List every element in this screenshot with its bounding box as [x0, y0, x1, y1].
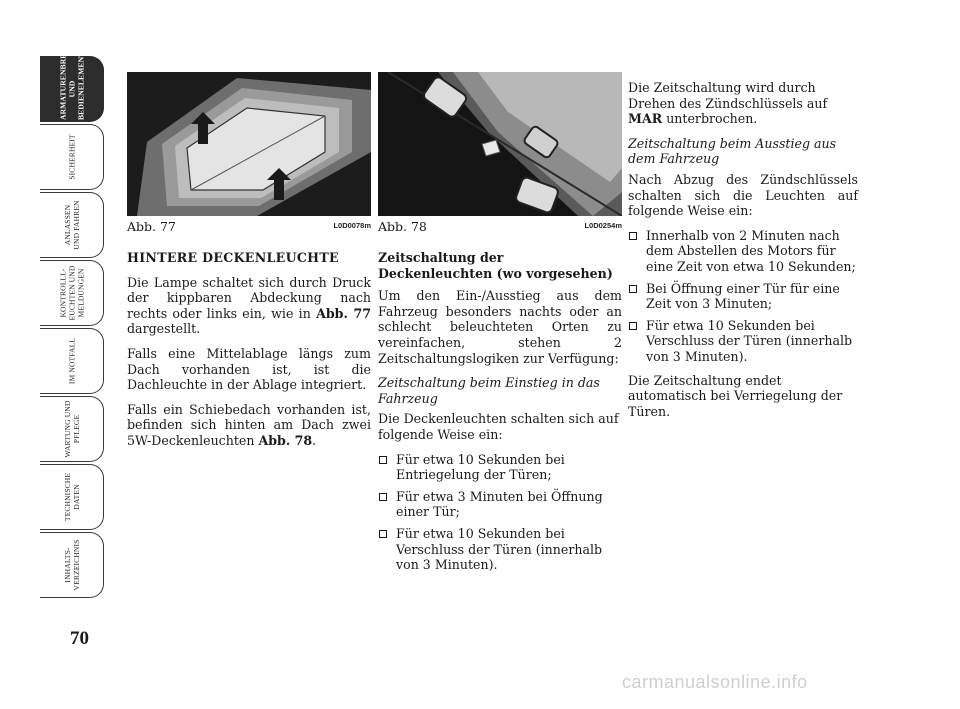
subsection-title: Zeitschaltung beim Einstieg in das Fahrzeug — [378, 375, 600, 406]
figure-label: Abb. 78 — [378, 219, 427, 234]
bullet-list — [628, 228, 858, 365]
tab-label: KONTROLLL- EUCHTEN UND MELDUNGEN — [58, 265, 85, 321]
paragraph: Die Lampe schaltet sich durch Druck der kippbaren Abdeckung nach rechts oder links ein, wie in Abb. 77 dargestellt. — [127, 274, 371, 337]
figure-reference: Abb. 77 — [316, 305, 371, 321]
figure-code: L0D0078m — [333, 221, 371, 230]
figure-sunroof-ceiling-lights — [378, 72, 622, 216]
paragraph: Um den Ein-/Ausstieg aus dem Fahrzeug besonders nachts oder an schlecht beleuchteten Orten zu vereinfachen, stehen 2 Zeitschaltungslogiken zur Verfügung: — [378, 288, 622, 366]
figure-reference: Abb. 78 — [258, 432, 313, 448]
figure-rear-ceiling-light — [127, 72, 371, 216]
list-item: Für etwa 10 Sekunden bei Verschluss der Türen (innerhalb von 3 Minuten). — [378, 526, 622, 573]
tab-label: SICHERHEIT — [67, 134, 76, 180]
paragraph: Die Zeitschaltung wird durch Drehen des Zündschlüssels auf MAR unterbrochen. — [628, 80, 828, 127]
tab-label: ANLASSEN UND FAHREN — [62, 200, 81, 250]
tab-label: ARMATURENBRETT UND BEDIENELEMENTE — [58, 43, 85, 120]
tab-label: TECHNISCHE DATEN — [62, 472, 81, 522]
tab-armaturenbrett[interactable] — [40, 43, 104, 122]
sunroof-lights-illustration — [378, 72, 622, 216]
section-heading: HINTERE DECKENLEUCHTE — [127, 250, 339, 265]
list-item: Für etwa 10 Sekunden bei Verschluss der Türen (innerhalb von 3 Minuten). — [628, 318, 858, 365]
page-number: 70 — [70, 628, 89, 649]
figure-code: L0D0254m — [584, 221, 622, 230]
figure-label: Abb. 77 — [127, 219, 176, 234]
text-column-3 — [628, 80, 858, 428]
subsection-heading: Zeitschaltung der Deckenleuchten (wo vorgesehen) — [378, 250, 613, 281]
paragraph: Nach Abzug des Zündschlüssels schalten sich die Leuchten auf folgende Weise ein: — [628, 171, 858, 219]
subsection-title: Zeitschaltung beim Ausstieg aus dem Fahrzeug — [628, 135, 837, 167]
list-item: Innerhalb von 2 Minuten nach dem Abstellen des Motors für eine Zeit von etwa 10 Sekunden; — [628, 228, 858, 275]
chapter-tabs — [40, 43, 106, 600]
tab-inhaltsverzeichnis[interactable] — [40, 532, 104, 598]
ceiling-light-illustration — [127, 72, 371, 216]
tab-anlassen[interactable] — [40, 192, 104, 258]
tab-sicherheit[interactable] — [40, 124, 104, 190]
list-item: Für etwa 3 Minuten bei Öffnung einer Tür; — [378, 489, 622, 520]
tab-wartung[interactable] — [40, 396, 104, 462]
tab-label: WARTUNG UND PFLEGE — [62, 400, 81, 458]
watermark: carmanualsonline.info — [622, 672, 808, 692]
tab-label: INHALTS- VERZEICHNIS — [62, 539, 81, 591]
text-column-1 — [127, 250, 371, 458]
list-item: Für etwa 10 Sekunden bei Entriegelung der Türen; — [378, 452, 622, 483]
text-column-2 — [378, 250, 622, 581]
key-position-label: MAR — [628, 111, 663, 127]
tab-technische-daten[interactable] — [40, 464, 104, 530]
tab-label: IM NOTFALL — [67, 337, 76, 385]
paragraph: Falls ein Schiebedach vorhanden ist, befinden sich hinten am Dach zwei 5W-Deckenleuchten Abb. 78. — [127, 401, 371, 448]
tab-im-notfall[interactable] — [40, 328, 104, 394]
bullet-list — [378, 452, 622, 573]
paragraph: Die Deckenleuchten schalten sich auf folgende Weise ein: — [378, 411, 619, 442]
list-item: Bei Öffnung einer Tür für eine Zeit von 3 Minuten; — [628, 281, 858, 312]
figure-caption — [127, 219, 371, 235]
paragraph: Falls eine Mittelablage längs zum Dach vorhanden ist, ist die Dachleuchte in der Ablage integriert. — [127, 345, 371, 393]
figure-caption — [378, 219, 622, 235]
tab-kontrollleuchten[interactable] — [40, 260, 104, 326]
paragraph: Die Zeitschaltung endet automatisch bei Verriegelung der Türen. — [628, 372, 843, 419]
